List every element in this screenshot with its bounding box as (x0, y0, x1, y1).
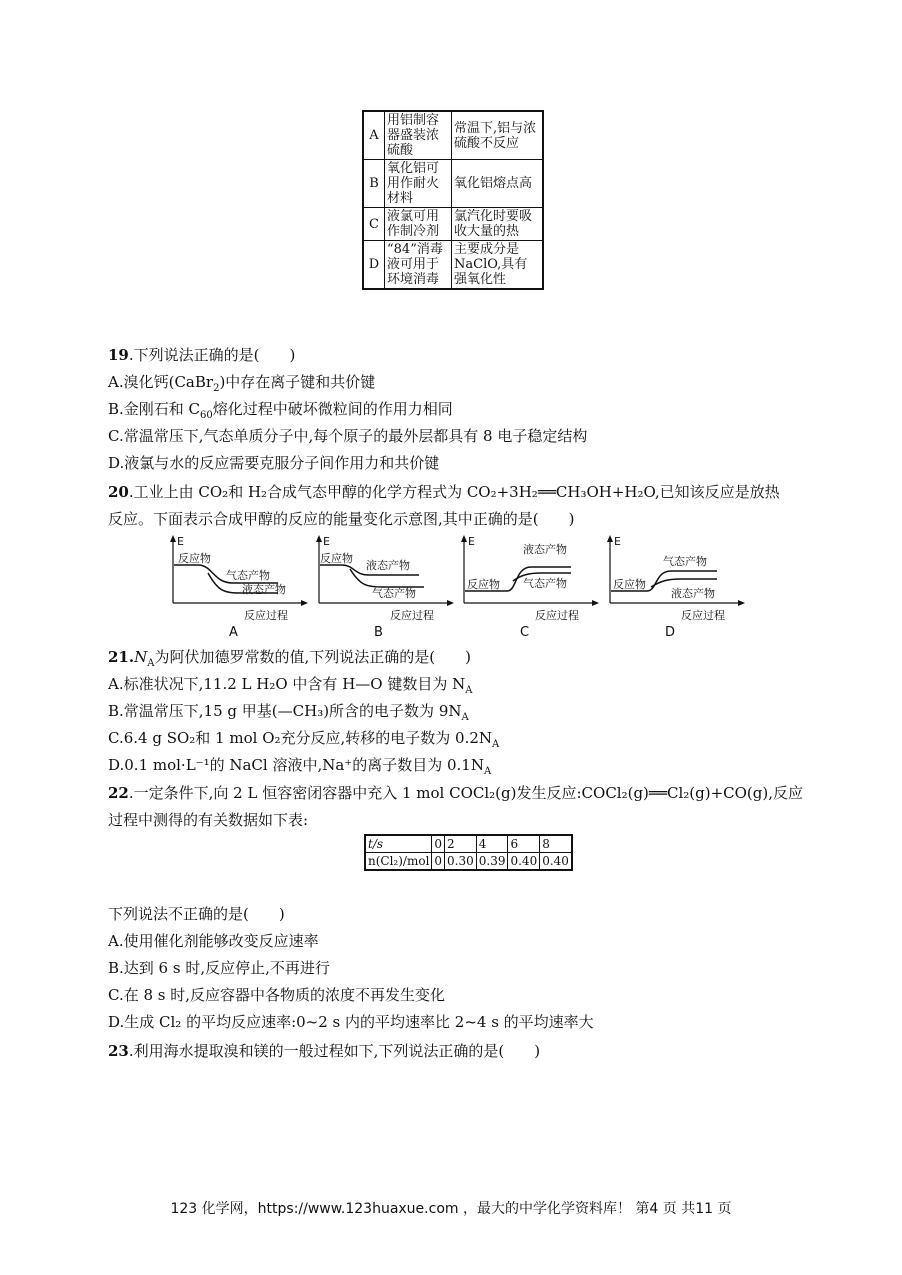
x-axis-label: 反应过程 (681, 609, 725, 622)
row-use: 液氯可用作制冷剂 (385, 208, 452, 241)
question-text: 为阿伏加德罗常数的值,下列说法正确的是( ) (154, 648, 471, 666)
subscript: 60 (200, 410, 213, 421)
row-use: 氧化铝可用作耐火材料 (385, 160, 452, 208)
table-row (363, 111, 543, 160)
na-symbol: N (134, 648, 148, 666)
options-table (362, 110, 544, 290)
diagram-d-label: D (665, 625, 676, 640)
data-table (364, 834, 573, 871)
question-text: .利用海水提取溴和镁的一般过程如下,下列说法正确的是( ) (128, 1042, 541, 1060)
option-text: A.溴化钙(CaBr (108, 373, 214, 391)
product1-label: 液态产物 (523, 543, 567, 556)
q20-stem-line1 (108, 482, 780, 502)
product1-label: 气态产物 (663, 555, 707, 568)
q23-stem (108, 1041, 540, 1061)
subscript: A (147, 658, 155, 669)
axis-e-label: E (177, 535, 184, 548)
option-text: D.0.1 mol·L⁻¹的 NaCl 溶液中,Na⁺的离子数目为 0.1N (108, 756, 484, 774)
q22-option-a: A.使用催化剂能够改变反应速率 (108, 932, 319, 950)
table-cell: 0.30 (445, 853, 477, 871)
row-key: A (363, 111, 385, 160)
question-number: 23 (108, 1042, 129, 1060)
diagram-c-label: C (520, 625, 530, 640)
subscript: A (483, 766, 492, 777)
row-reason: 氧化铝熔点高 (452, 160, 544, 208)
row-reason: 主要成分是NaClO,具有强氧化性 (452, 241, 544, 290)
subscript: A (492, 739, 500, 750)
q19-option-b (108, 399, 453, 419)
row-key: B (363, 160, 385, 208)
subscript: 2 (213, 383, 220, 394)
product1-label: 液态产物 (366, 559, 410, 572)
row-reason: 氯汽化时要吸收大量的热 (452, 208, 544, 241)
diagram-a-label: A (229, 625, 238, 640)
x-axis-label: 反应过程 (535, 609, 579, 622)
q21-option-c (108, 728, 499, 748)
product2-label: 气态产物 (523, 577, 567, 590)
table-cell: 0 (432, 853, 445, 871)
row-key: C (363, 208, 385, 241)
axis-e-label: E (614, 535, 621, 548)
q22-question: 下列说法不正确的是( ) (108, 905, 285, 923)
table-row (363, 208, 543, 241)
q21-option-a (108, 674, 472, 694)
q19-option-d: D.液氯与水的反应需要克服分子间作用力和共价键 (108, 454, 440, 472)
option-text: B.金刚石和 C (108, 400, 201, 418)
reactant-label: 反应物 (613, 578, 646, 591)
q21-option-b (108, 701, 469, 721)
product1-label: 气态产物 (226, 569, 270, 582)
table-cell: 6 (508, 835, 540, 853)
option-text: A.标准状况下,11.2 L H₂O 中含有 H—O 键数目为 N (108, 675, 466, 693)
table-cell: 4 (476, 835, 508, 853)
question-text: .下列说法正确的是( ) (128, 346, 296, 364)
x-axis-label: 反应过程 (390, 609, 434, 622)
q22-option-b: B.达到 6 s 时,反应停止,不再进行 (108, 959, 330, 977)
subscript: A (461, 712, 469, 723)
q22-stem-line1 (108, 783, 803, 803)
product2-label: 液态产物 (242, 583, 286, 596)
axis-e-label: E (323, 535, 330, 548)
axis-e-label: E (468, 535, 475, 548)
table-cell: t/s (365, 835, 432, 853)
option-text: B.常温常压下,15 g 甲基(—CH₃)所含的电子数为 9N (108, 702, 462, 720)
q22-option-c: C.在 8 s 时,反应容器中各物质的浓度不再发生变化 (108, 986, 446, 1004)
question-number: 19 (108, 346, 129, 364)
question-number: 21 (108, 648, 129, 666)
product2-label: 液态产物 (671, 587, 715, 600)
option-text-end: )中存在离子键和共价键 (219, 373, 376, 391)
x-axis-label: 反应过程 (244, 609, 288, 622)
table-cell: 8 (540, 835, 572, 853)
table-cell: 0.39 (476, 853, 508, 871)
row-use: “84”消毒液可用于环境消毒 (385, 241, 452, 290)
row-use: 用铝制容器盛装浓硫酸 (385, 111, 452, 160)
option-text: C.6.4 g SO₂和 1 mol O₂充分反应,转移的电子数为 0.2N (108, 729, 493, 747)
table-row (363, 241, 543, 290)
q19-option-c: C.常温常压下,气态单质分子中,每个原子的最外层都具有 8 电子稳定结构 (108, 427, 588, 445)
option-text-end: 熔化过程中破坏微粒间的作用力相同 (212, 400, 453, 418)
diagram-b-label: B (374, 625, 383, 640)
q22-option-d: D.生成 Cl₂ 的平均反应速率:0~2 s 内的平均速率比 2~4 s 的平均速率大 (108, 1013, 594, 1031)
q20-stem-line2: 反应。下面表示合成甲醇的反应的能量变化示意图,其中正确的是( ) (108, 510, 575, 528)
q19-option-a (108, 372, 375, 392)
q21-option-d (108, 755, 491, 775)
reactant-label: 反应物 (178, 552, 211, 565)
q22-stem-line2: 过程中测得的有关数据如下表: (108, 811, 309, 829)
table-cell: 0.40 (508, 853, 540, 871)
table-row (365, 835, 572, 853)
question-number: 20 (108, 483, 129, 501)
reactant-label: 反应物 (467, 578, 500, 591)
q19-stem (108, 345, 295, 365)
row-key: D (363, 241, 385, 290)
question-text: .一定条件下,向 2 L 恒容密闭容器中充入 1 mol COCl₂(g)发生反应:COCl₂(g)══Cl₂(g)+CO(g),反应 (128, 784, 803, 802)
q21-stem: $21.N_A$为阿伏加德罗常数的值,下列说法正确的是( ) (108, 648, 471, 669)
page-footer: 123 化学网，https://www.123huaxue.com ，最大的中学化学资料库！ 第4 页 共11 页 (170, 1201, 732, 1217)
row-reason: 常温下,铝与浓硫酸不反应 (452, 111, 544, 160)
subscript: A (465, 685, 473, 696)
table-cell: n(Cl₂)/mol (365, 853, 432, 871)
question-number: 22 (108, 784, 129, 802)
table-cell: 0.40 (540, 853, 572, 871)
table-cell: 0 (432, 835, 445, 853)
table-cell: 2 (445, 835, 477, 853)
table-row (363, 160, 543, 208)
product2-label: 气态产物 (372, 587, 416, 600)
table-row (365, 853, 572, 871)
question-text: .工业上由 CO₂和 H₂合成气态甲醇的化学方程式为 CO₂+3H₂══CH₃OH+H₂O,已知该反应是放热 (128, 483, 780, 501)
reactant-label: 反应物 (320, 552, 353, 565)
